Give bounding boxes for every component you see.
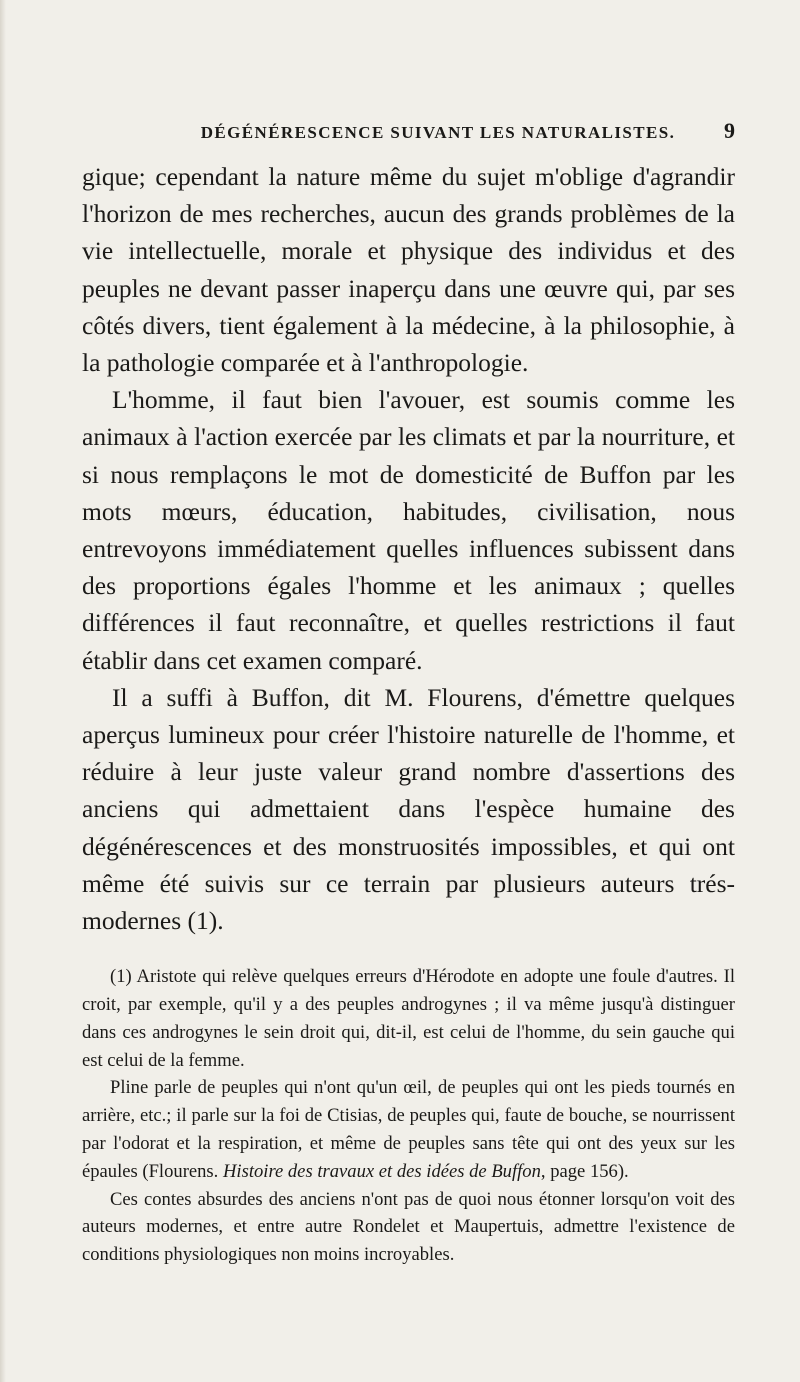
footnote-2 xyxy=(82,1074,735,1185)
footnote-3: Ces contes absurdes des anciens n'ont pas de quoi nous étonner lorsqu'on voit des auteurs modernes, et entre autre Rondelet et Maupertuis, admettre l'existence de conditions physiologiques non moins incroyables. xyxy=(82,1188,735,1266)
running-header xyxy=(82,118,735,144)
running-title: DÉGÉNÉRESCENCE SUIVANT LES NATURALISTES. xyxy=(200,123,676,142)
footnote-2-text: Pline parle de peuples qui n'ont qu'un œil, de peuples qui ont les pieds tournés en arrière, etc.; il parle sur la foi de Ctisias, de peuples qui, faute de bouche, se nourrissent par l'odorat et la respiration, et même de peuples sans tête qui ont des yeux sur les épaules (Flourens. xyxy=(82,1077,735,1182)
footnote-2-page: , page 156). xyxy=(540,1160,629,1182)
paragraph-2: L'homme, il faut bien l'avouer, est soumis comme les animaux à l'action exercée par les climats et par la nourriture, et si nous remplaçons le mot de domesticité de Buffon par les mots mœurs, éducation, habitudes, civilisation, nous entrevoyons immédiatement quelles influences subissent dans des proportions égales l'homme et les animaux ; quelles différences il faut reconnaître, et quelles restrictions il faut établir dans cet examen comparé. xyxy=(82,385,735,675)
paragraph-3: Il a suffi à Buffon, dit M. Flourens, d'émettre quelques aperçus lumineux pour créer l'histoire naturelle de l'homme, et réduire à leur juste valeur grand nombre d'assertions des anciens qui admettaient dans l'espèce humaine des dégénérescences et des monstruosités impossibles, et qui ont même été suivis sur ce terrain par plusieurs auteurs trés-modernes (1). xyxy=(82,682,735,936)
footnote-2-citation: Histoire des travaux et des idées de Buffon xyxy=(222,1160,541,1182)
paragraph-1: gique; cependant la nature même du sujet m'oblige d'agrandir l'horizon de mes recherches, aucun des grands problèmes de la vie intellectuelle, morale et physique des individus et des peuples ne devant passer inaperçu dans une œuvre qui, par ses côtés divers, tient également à la médecine, à la philosophie, à la pathologie comparée et à l'anthropologie. xyxy=(82,162,735,378)
main-text xyxy=(82,158,735,939)
page-edge-shadow xyxy=(0,0,6,1382)
footnotes xyxy=(82,963,735,1269)
footnote-1: (1) Aristote qui relève quelques erreurs d'Hérodote en adopte une foule d'autres. Il croit, par exemple, qu'il y a des peuples androgynes ; il va même jusqu'à distinguer dans ces androgynes le sein droit qui, dit-il, est celui de l'homme, du sein gauche qui est celui de la femme. xyxy=(82,966,735,1071)
page-number: 9 xyxy=(724,118,735,143)
